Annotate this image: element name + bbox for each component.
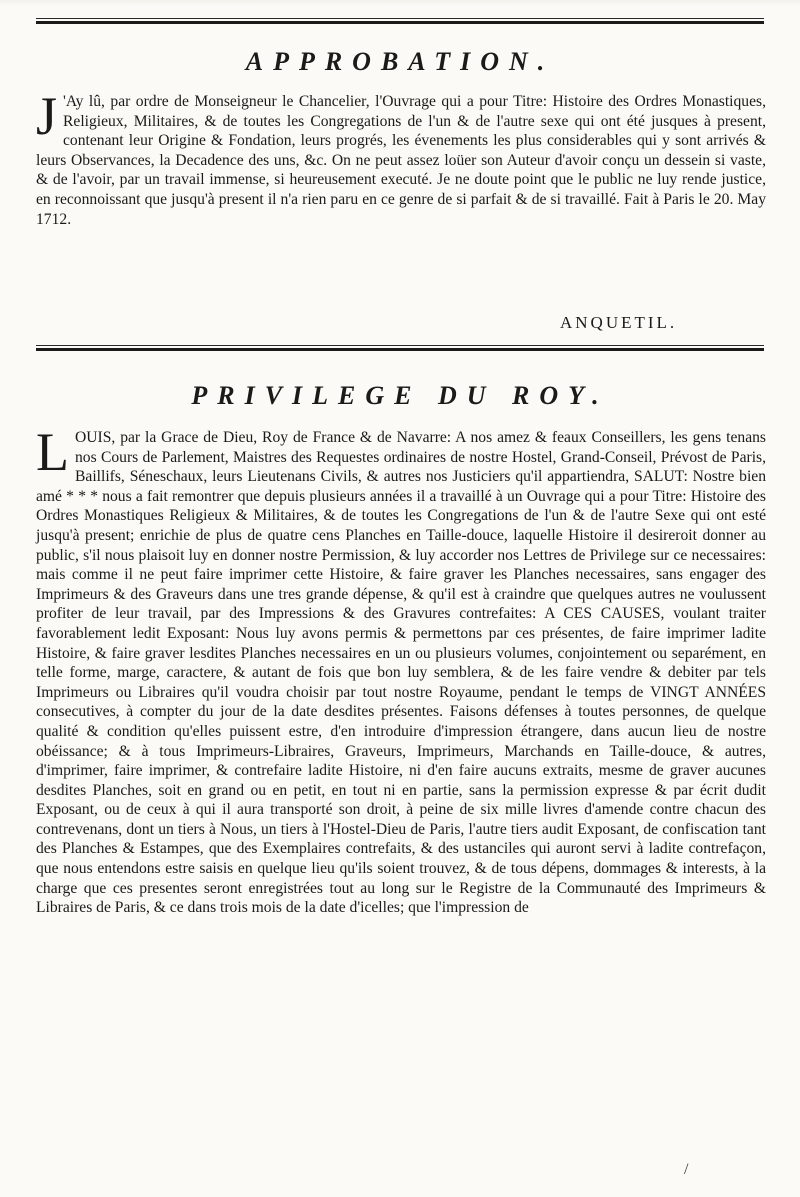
approbation-paragraph: 'Ay lû, par ordre de Monseigneur le Chancelier, l'Ouvrage qui a pour Titre: Histoire des Ordres Monastiques, Religieux, Militaires, & de toutes les Congregations de l'un & de l'autre sexe qui ont été jusques à present, contenant leur Origine & Fondation, leurs progrés, les évenements les plus considerables qui y sont arrivés & leurs Observances, la Decadence des uns, &c. On ne peut assez loüer son Auteur d'avoir conçu un dessein si vaste, & de l'avoir, par un travail immense, si heureusement executé. Je ne doute point que le public ne luy rende justice, en reconnoissant que jusqu'à present il n'a rien paru en ce genre de si parfait & de si travaillé. Fait à Paris le 20. May 1712.: [36, 93, 766, 228]
header-rule: [36, 18, 764, 19]
privilege-paragraph: OUIS, par la Grace de Dieu, Roy de France & de Navarre: A nos amez & feaux Conseillers, les gens tenans nos Cours de Parlement, Maistres des Requestes ordinaires de nostre Hostel, Grand-Conseil, Prévost de Paris, Baillifs, Séneschaux, leurs Lieutenans Civils, & autres nos Justiciers qu'il appartiendra, SALUT: Nostre bien amé * * * nous a fait remontrer que depuis plusieurs années il a travaillé à un Ouvrage qui a pour Titre: Histoire des Ordres Monastiques Religieux & Militaires, & de toutes les Congregations de l'un & de l'autre Sexe qui ont esté jusqu'à present; enrichie de plus de quatre cens Planches en Taille-douce, laquelle Histoire il desireroit donner au public, s'il nous plaisoit luy en donner nostre Permission, & luy accorder nos Lettres de Privilege sur ce necessaires: mais comme il ne peut faire imprimer cette Histoire, & faire graver les Planches necessaires, sans engager des Imprimeurs & des Graveurs dans une tres grande dépense, & qu'il est à craindre que quelques autres ne voulussent profiter de leur travail, par des Impressions & des Gravures contrefaites: A CES CAUSES, voulant traiter favorablement ledit Exposant: Nous luy avons permis & permettons par ces présentes, de faire imprimer ladite Histoire, & faire graver lesdites Planches necessaires en un ou plusieurs volumes, conjointement ou separément, en telle forme, marge, caractere, & autant de fois que bon luy semblera, & de les faire vendre & debiter par tels Imprimeurs ou Libraires qu'il voudra choisir par tout nostre Royaume, pendant le temps de VINGT ANNÉES consecutives, à compter du jour de la date desdites présentes. Faisons défenses à toutes personnes, de quelque qualité & condition qu'elles puissent estre, d'en introduire d'impression étrangere, dans aucun lieu de nostre obéissance; & à tous Imprimeurs-Libraires, Graveurs, Imprimeurs, Marchands en Taille-douce, & autres, d'imprimer, faire imprimer, & contrefaire ladite Histoire, ni d'en faire aucuns extraits, mesme de graver aucunes desdites Planches, soit en grand ou en petit, en tout ni en partie, sans la permission expresse & par écrit dudit Exposant, ou de ceux à qui il aura transporté son droit, à peine de six mille livres d'amende contre chacun des contrevenans, dont un tiers à Nous, un tiers à l'Hostel-Dieu de Paris, l'autre tiers audit Exposant, de confiscation tant des Planches & Estampes, que des Exemplaires contrefaits, & des ustanciles qui auront servi à ladite contrefaçon, que nous entendons estre saisis en quelque lieu qu'ils soient trouvez, & de tous dépens, dommages & interests, à la charge que ces presentes seront enregistrées tout au long sur le Registre de la Communauté des Imprimeurs & Libraires de Paris, & ce dans trois mois de la date d'icelles; que l'impression de: [36, 429, 766, 917]
approbation-heading: APPROBATION.: [245, 47, 555, 76]
privilege-heading: PRIVILEGE DU ROY.: [191, 381, 609, 410]
privilege-text: [36, 422, 766, 1148]
header-rule-thick: [36, 21, 764, 24]
approbation-dropcap: J: [36, 86, 58, 146]
section-rule-thick: [36, 348, 764, 351]
privilege-dropcap: L: [36, 422, 69, 482]
approbation-text: [36, 86, 766, 298]
top-shadow: [0, 0, 800, 6]
page-mark: /: [684, 1161, 689, 1178]
approbation-signature: ANQUETIL.: [560, 313, 678, 332]
section-rule: [36, 345, 764, 346]
